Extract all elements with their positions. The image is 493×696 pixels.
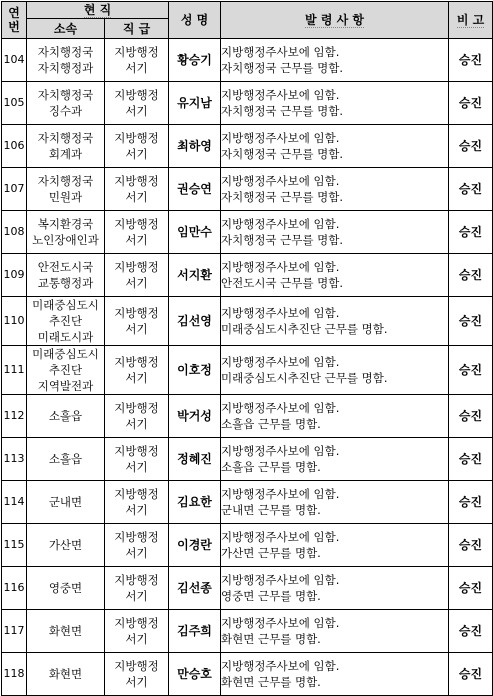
table-row (2, 438, 493, 481)
person-name: 만승호 (169, 653, 221, 696)
appointment-order (221, 168, 449, 211)
text-line: 지방행정 (114, 616, 159, 630)
rank-cell (105, 39, 169, 82)
person-name: 서지환 (169, 254, 221, 297)
note-cell: 승진 (449, 211, 493, 254)
text-line: 서기 (125, 233, 148, 247)
rank-cell (105, 395, 169, 438)
text-line: 자치행정국 근무를 명함. (221, 104, 344, 118)
rank-cell (105, 254, 169, 297)
text-line: 서기 (125, 460, 148, 474)
note-cell: 승진 (449, 524, 493, 567)
header-rank: 직 급 (105, 19, 169, 39)
note-cell: 승진 (449, 82, 493, 125)
rank-cell (105, 481, 169, 524)
appointment-order (221, 125, 449, 168)
person-name: 임만수 (169, 211, 221, 254)
text-line: 자치행정과 (37, 61, 94, 75)
text-line: 회계과 (48, 147, 83, 161)
note-cell: 승진 (449, 438, 493, 481)
text-line: 지방행정주사보에 임함. (221, 45, 340, 59)
table-row (2, 524, 493, 567)
text-line: 자치행정국 근무를 명함. (221, 61, 344, 75)
text-line: 자치행정국 근무를 명함. (221, 233, 344, 247)
text-line: 서기 (125, 276, 148, 290)
text-line: 지방행정 (114, 260, 159, 274)
table-row (2, 297, 493, 346)
person-name: 이호정 (169, 346, 221, 395)
person-name: 박거성 (169, 395, 221, 438)
table-row (2, 125, 493, 168)
appointment-order (221, 39, 449, 82)
text-line: 서기 (125, 104, 148, 118)
row-number: 112 (2, 395, 27, 438)
row-number: 113 (2, 438, 27, 481)
rank-cell (105, 653, 169, 696)
text-line: 안전도시국 근무를 명함. (221, 276, 344, 290)
header-name: 성 명 (169, 2, 221, 39)
rank-cell (105, 438, 169, 481)
rank-cell (105, 346, 169, 395)
appointment-order (221, 567, 449, 610)
department-cell (27, 168, 105, 211)
text-line: 지방행정 (114, 444, 159, 458)
rank-cell (105, 297, 169, 346)
text-line: 안전도시국 (37, 260, 94, 274)
table-row (2, 211, 493, 254)
text-line: 자치행정국 (37, 174, 94, 188)
person-name: 유지남 (169, 82, 221, 125)
text-line: 서기 (125, 371, 148, 385)
text-line: 미래도시과 (37, 330, 94, 344)
text-line: 징수과 (48, 104, 83, 118)
appointment-order (221, 346, 449, 395)
text-line: 화현면 (48, 624, 83, 638)
department-cell (27, 395, 105, 438)
row-number: 109 (2, 254, 27, 297)
text-line: 서기 (125, 632, 148, 646)
text-line: 서기 (125, 190, 148, 204)
text-line: 지방행정주사보에 임함. (221, 401, 340, 415)
department-cell (27, 346, 105, 395)
table-header (2, 2, 493, 39)
text-line: 서기 (125, 322, 148, 336)
department-cell (27, 481, 105, 524)
text-line: 지방행정 (114, 355, 159, 369)
text-line: 군내면 근무를 명함. (221, 503, 321, 517)
person-name: 김선종 (169, 567, 221, 610)
text-line: 지방행정주사보에 임함. (221, 530, 340, 544)
table-body (2, 39, 493, 696)
table-row (2, 254, 493, 297)
text-line: 군내면 (48, 495, 83, 509)
note-cell: 승진 (449, 346, 493, 395)
text-line: 영중면 (48, 581, 83, 595)
text-line: 지방행정 (114, 88, 159, 102)
text-line: 지방행정 (114, 306, 159, 320)
note-cell: 승진 (449, 481, 493, 524)
note-cell: 승진 (449, 610, 493, 653)
person-name: 김주희 (169, 610, 221, 653)
row-number: 114 (2, 481, 27, 524)
rank-cell (105, 168, 169, 211)
text-line: 소흘읍 근무를 명함. (221, 417, 321, 431)
appointment-order (221, 297, 449, 346)
department-cell (27, 125, 105, 168)
table-row (2, 653, 493, 696)
text-line: 복지환경국 (37, 217, 94, 231)
note-cell: 승진 (449, 125, 493, 168)
header-current-position: 현 직 (27, 2, 169, 19)
appointment-order (221, 82, 449, 125)
department-cell (27, 39, 105, 82)
department-cell (27, 567, 105, 610)
table-row (2, 395, 493, 438)
text-line: 소흘읍 근무를 명함. (221, 460, 321, 474)
person-name: 권승연 (169, 168, 221, 211)
text-line: 노인장애인과 (32, 233, 99, 247)
text-line: 지역발전과 (37, 379, 94, 393)
text-line: 민원과 (48, 190, 83, 204)
rank-cell (105, 211, 169, 254)
row-number: 117 (2, 610, 27, 653)
text-line: 자치행정국 (37, 131, 94, 145)
appointment-order (221, 653, 449, 696)
department-cell (27, 82, 105, 125)
text-line: 미래중심도시추진단 (32, 347, 99, 377)
text-line: 지방행정주사보에 임함. (221, 88, 340, 102)
text-line: 서기 (125, 503, 148, 517)
note-cell: 승진 (449, 39, 493, 82)
row-number: 115 (2, 524, 27, 567)
text-line: 서기 (125, 589, 148, 603)
row-number: 105 (2, 82, 27, 125)
department-cell (27, 653, 105, 696)
department-cell (27, 438, 105, 481)
rank-cell (105, 524, 169, 567)
table-row (2, 39, 493, 82)
row-number: 106 (2, 125, 27, 168)
text-line: 소흘읍 (48, 452, 83, 466)
text-line: 지방행정주사보에 임함. (221, 659, 340, 673)
text-line: 소흘읍 (48, 409, 83, 423)
appointment-order (221, 610, 449, 653)
note-cell: 승진 (449, 395, 493, 438)
note-cell: 승진 (449, 168, 493, 211)
department-cell (27, 524, 105, 567)
appointment-order (221, 254, 449, 297)
text-line: 지방행정주사보에 임함. (221, 573, 340, 587)
rank-cell (105, 610, 169, 653)
department-cell (27, 211, 105, 254)
appointment-order (221, 481, 449, 524)
rank-cell (105, 567, 169, 610)
row-number: 108 (2, 211, 27, 254)
text-line: 서기 (125, 675, 148, 689)
table-row (2, 481, 493, 524)
table-row (2, 610, 493, 653)
person-name: 김요한 (169, 481, 221, 524)
text-line: 지방행정주사보에 임함. (221, 444, 340, 458)
text-line: 지방행정주사보에 임함. (221, 487, 340, 501)
table-row (2, 567, 493, 610)
text-line: 가산면 (48, 538, 83, 552)
text-line: 지방행정 (114, 174, 159, 188)
text-line: 가산면 근무를 명함. (221, 546, 321, 560)
text-line: 지방행정 (114, 573, 159, 587)
text-line: 영중면 근무를 명함. (221, 589, 321, 603)
header-note: 비 고 (449, 2, 493, 39)
text-line: 지방행정주사보에 임함. (221, 217, 340, 231)
text-line: 지방행정주사보에 임함. (221, 174, 340, 188)
person-name: 이경란 (169, 524, 221, 567)
table-row (2, 82, 493, 125)
text-line: 지방행정주사보에 임함. (221, 355, 340, 369)
text-line: 미래중심도시추진단 근무를 명함. (221, 322, 388, 336)
text-line: 자치행정국 (37, 45, 94, 59)
department-cell (27, 610, 105, 653)
row-number: 107 (2, 168, 27, 211)
text-line: 자치행정국 근무를 명함. (221, 190, 344, 204)
text-line: 서기 (125, 61, 148, 75)
text-line: 지방행정 (114, 487, 159, 501)
text-line: 화현면 (48, 667, 83, 681)
appointment-table (1, 1, 493, 696)
text-line: 지방행정 (114, 401, 159, 415)
text-line: 미래중심도시추진단 근무를 명함. (221, 371, 388, 385)
note-cell: 승진 (449, 567, 493, 610)
header-dept: 소속 (27, 19, 105, 39)
text-line: 지방행정 (114, 131, 159, 145)
text-line: 지방행정주사보에 임함. (221, 260, 340, 274)
row-number: 116 (2, 567, 27, 610)
note-cell: 승진 (449, 254, 493, 297)
person-name: 최하영 (169, 125, 221, 168)
header-order: 발 령 사 항 (221, 2, 449, 39)
department-cell (27, 297, 105, 346)
person-name: 황승기 (169, 39, 221, 82)
text-line: 지방행정주사보에 임함. (221, 306, 340, 320)
table-row (2, 168, 493, 211)
header-no: 연 번 (2, 2, 27, 39)
appointment-order (221, 211, 449, 254)
person-name: 김선영 (169, 297, 221, 346)
row-number: 118 (2, 653, 27, 696)
text-line: 서기 (125, 546, 148, 560)
text-line: 교통행정과 (37, 276, 94, 290)
text-line: 지방행정 (114, 217, 159, 231)
text-line: 자치행정국 (37, 88, 94, 102)
text-line: 지방행정 (114, 530, 159, 544)
rank-cell (105, 82, 169, 125)
appointment-order (221, 438, 449, 481)
row-number: 104 (2, 39, 27, 82)
rank-cell (105, 125, 169, 168)
note-cell: 승진 (449, 653, 493, 696)
person-name: 정혜진 (169, 438, 221, 481)
table-row (2, 346, 493, 395)
text-line: 지방행정 (114, 45, 159, 59)
text-line: 지방행정 (114, 659, 159, 673)
text-line: 서기 (125, 417, 148, 431)
text-line: 화현면 근무를 명함. (221, 675, 321, 689)
appointment-order (221, 524, 449, 567)
row-number: 111 (2, 346, 27, 395)
text-line: 화현면 근무를 명함. (221, 632, 321, 646)
text-line: 미래중심도시추진단 (32, 298, 99, 328)
text-line: 지방행정주사보에 임함. (221, 131, 340, 145)
text-line: 자치행정국 근무를 명함. (221, 147, 344, 161)
row-number: 110 (2, 297, 27, 346)
text-line: 서기 (125, 147, 148, 161)
appointment-order (221, 395, 449, 438)
department-cell (27, 254, 105, 297)
text-line: 지방행정주사보에 임함. (221, 616, 340, 630)
note-cell: 승진 (449, 297, 493, 346)
